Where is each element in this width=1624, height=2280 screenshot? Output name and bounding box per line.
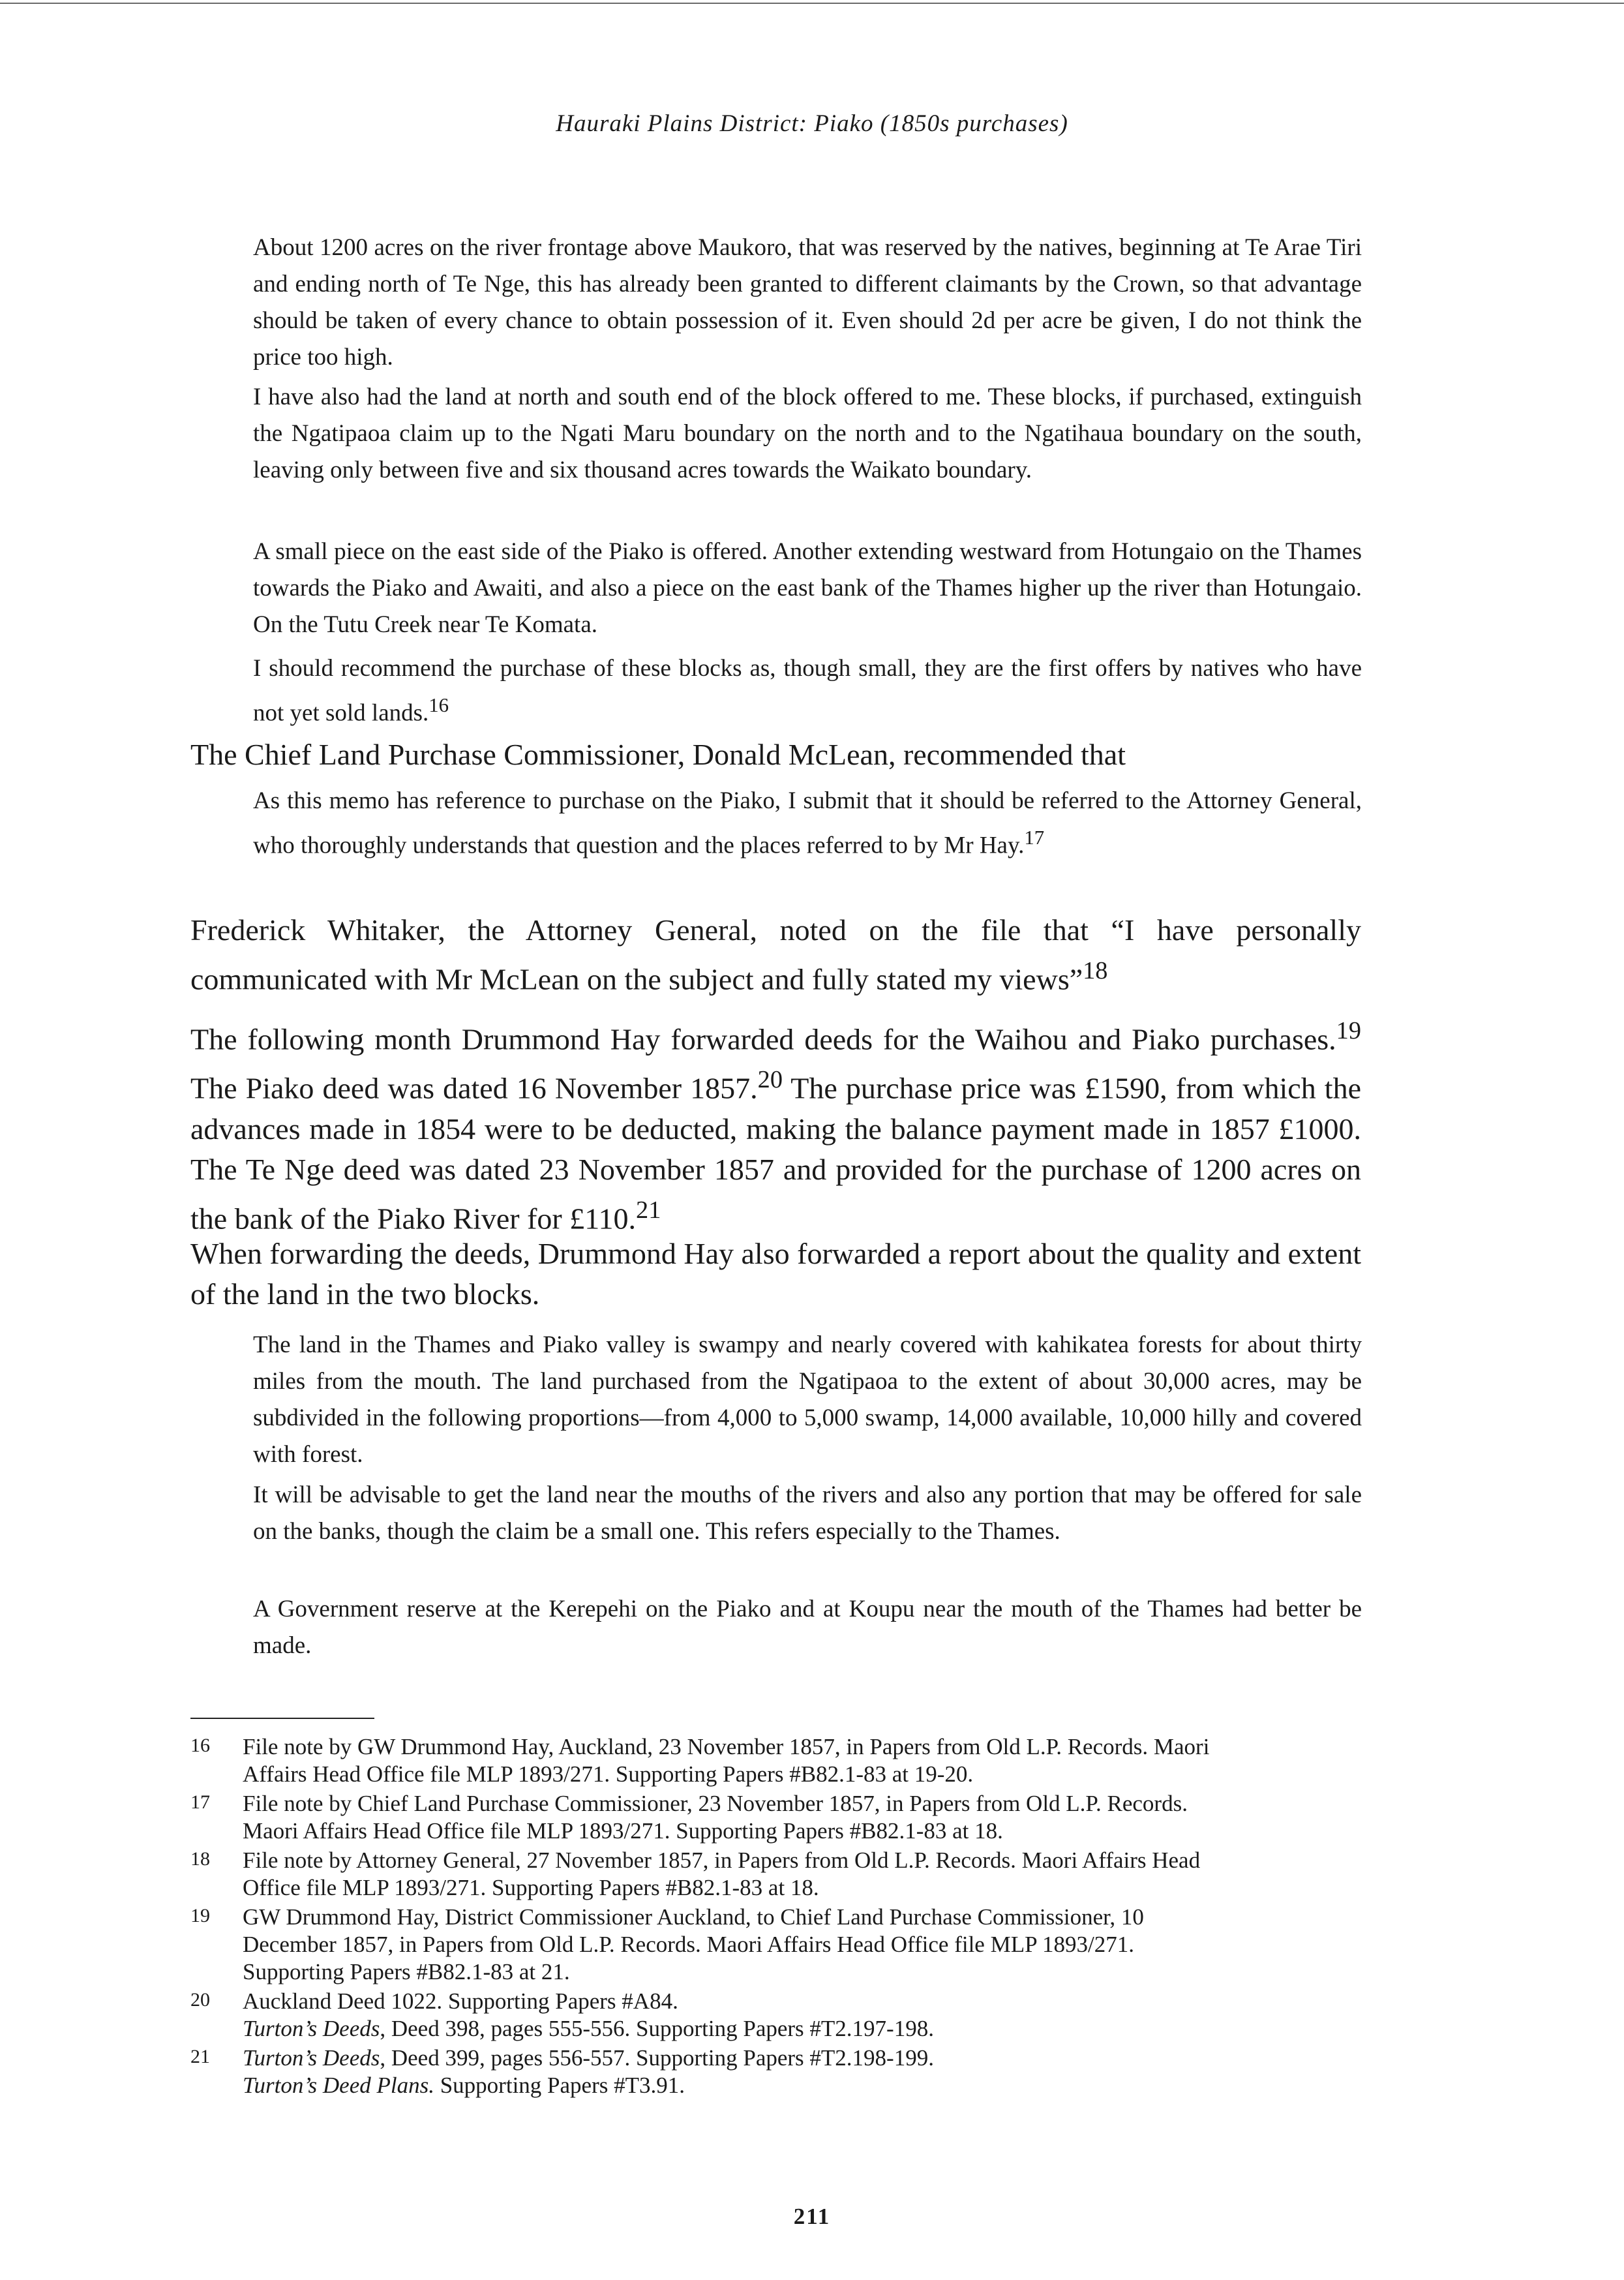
- footnote-16: [190, 1733, 1364, 1788]
- footnote-number: 19: [190, 1905, 210, 1926]
- footnote-ref: 19: [1336, 1017, 1361, 1044]
- footnote-18: [190, 1847, 1364, 1902]
- footnote-20: [190, 1988, 1364, 2043]
- page-number: 211: [793, 2204, 831, 2229]
- footnotes: [190, 1733, 1364, 2101]
- footnote-line: Turton’s Deeds, Deed 398, pages 555-556. Supporting Papers #T2.197-198.: [243, 2016, 934, 2041]
- footnote-line: Supporting Papers #B82.1-83 at 21.: [243, 1959, 570, 1984]
- quote-paragraph: It will be advisable to get the land near the mouths of the rivers and also any portion that may be offered for sale on the banks, though the claim be a small one. This refers especially to the Thames.: [253, 1482, 1362, 1545]
- footnote-line: December 1857, in Papers from Old L.P. Records. Maori Affairs Head Office file MLP 1893/271.: [243, 1932, 1134, 1957]
- footnote-line: File note by Attorney General, 27 November 1857, in Papers from Old L.P. Records. Maori Affairs Head: [243, 1847, 1201, 1873]
- quote-paragraph: As this memo has reference to purchase on the Piako, I submit that it should be referred to the Attorney General, who thoroughly understands that question and the places referred to by Mr Hay.$^{17}$: [253, 787, 1362, 859]
- body-paragraph: When forwarding the deeds, Drummond Hay also forwarded a report about the quality and extent of the land in the two blocks.: [190, 1237, 1361, 1311]
- quote-paragraph: I have also had the land at north and south end of the block offered to me. These blocks, if purchased, extinguish the Ngatipaoa claim up to the Ngati Maru boundary on the north and to the Ngatihaua boundary on the south, leaving only between five and six thousand acres towards the Waikato boundary.: [253, 384, 1362, 483]
- footnote-number: 17: [190, 1791, 210, 1813]
- footnote-line: File note by GW Drummond Hay, Auckland, 23 November 1857, in Papers from Old L.P. Records. Maori: [243, 1734, 1210, 1759]
- footnote-ref: 16: [429, 694, 449, 716]
- quote-paragraph: A Government reserve at the Kerepehi on the Piako and at Koupu near the mouth of the Thames had better be made.: [253, 1596, 1362, 1659]
- running-head: Hauraki Plains District: Piako (1850s purchases): [556, 110, 1068, 137]
- footnote-line: File note by Chief Land Purchase Commissioner, 23 November 1857, in Papers from Old L.P. Records.: [243, 1791, 1188, 1816]
- quote-paragraph: The land in the Thames and Piako valley is swampy and nearly covered with kahikatea forests for about thirty miles from the mouth. The land purchased from the Ngatipaoa to the extent of about 30,000 acres, may be subdivided in the following proportions—from 4,000 to 5,000 swamp, 14,000 available, 10,000 hilly and covered with forest.: [253, 1331, 1362, 1468]
- footnote-number: 21: [190, 2046, 210, 2067]
- footnote-divider: [190, 1718, 374, 1719]
- top-rule: [0, 3, 1624, 4]
- footnote-line: Affairs Head Office file MLP 1893/271. Supporting Papers #B82.1-83 at 19-20.: [243, 1761, 974, 1787]
- footnote-line: Turton’s Deeds, Deed 399, pages 556-557. Supporting Papers #T2.198-199.: [243, 2045, 934, 2071]
- footnote-line: Auckland Deed 1022. Supporting Papers #A84.: [243, 1988, 678, 2014]
- footnote-19: [190, 1904, 1364, 1986]
- footnote-number: 20: [190, 1989, 210, 2011]
- footnote-ref: 18: [1083, 957, 1108, 984]
- quote-paragraph: I should recommend the purchase of these blocks as, though small, they are the first offers by natives who have not yet sold lands.$^{16}$: [253, 655, 1362, 727]
- footnote-ref: 20: [757, 1066, 783, 1094]
- footnote-line: GW Drummond Hay, District Commissioner Auckland, to Chief Land Purchase Commissioner, 10: [243, 1904, 1144, 1930]
- footnote-ref: 21: [636, 1196, 661, 1224]
- footnote-line: Turton’s Deed Plans. Supporting Papers #T3.91.: [243, 2073, 685, 2098]
- quote-paragraph: A small piece on the east side of the Piako is offered. Another extending westward from Hotungaio on the Thames towards the Piako and Awaiti, and also a piece on the east bank of the Thames higher up the river than Hotungaio. On the Tutu Creek near Te Komata.: [253, 538, 1362, 638]
- body-paragraph: The Chief Land Purchase Commissioner, Donald McLean, recommended that: [190, 738, 1126, 771]
- footnote-number: 16: [190, 1735, 210, 1756]
- footnote-line: Office file MLP 1893/271. Supporting Papers #B82.1-83 at 18.: [243, 1875, 819, 1900]
- footnote-ref: 17: [1024, 827, 1045, 849]
- quote-paragraph: About 1200 acres on the river frontage above Maukoro, that was reserved by the natives, beginning at Te Arae Tiri and ending north of Te Nge, this has already been granted to different claimants by the Crown, so that advantage should be taken of every chance to obtain possession of it. Even should 2d per acre be given, I do not think the price too high.: [253, 234, 1362, 371]
- body-paragraph: The following month Drummond Hay forwarded deeds for the Waihou and Piako purchases.$^{19}$ The Piako deed was dated 16 November 1857.20 The purchase price was £1590, from which the advances made in 1854 were to be deducted, making the balance payment made in 1857 £1000. The Te Nge deed was dated 23 November 1857 and provided for the purchase of 1200 acres on the bank of the Piako River for £110.21: [190, 1017, 1361, 1235]
- footnote-21: [190, 2044, 1364, 2099]
- footnote-line: Maori Affairs Head Office file MLP 1893/271. Supporting Papers #B82.1-83 at 18.: [243, 1818, 1003, 1844]
- body-paragraph: Frederick Whitaker, the Attorney General, noted on the file that “I have personally communicated with Mr McLean on the subject and fully stated my views”$^{18}$: [190, 913, 1361, 996]
- footnote-number: 18: [190, 1848, 210, 1870]
- footnote-17: [190, 1790, 1364, 1845]
